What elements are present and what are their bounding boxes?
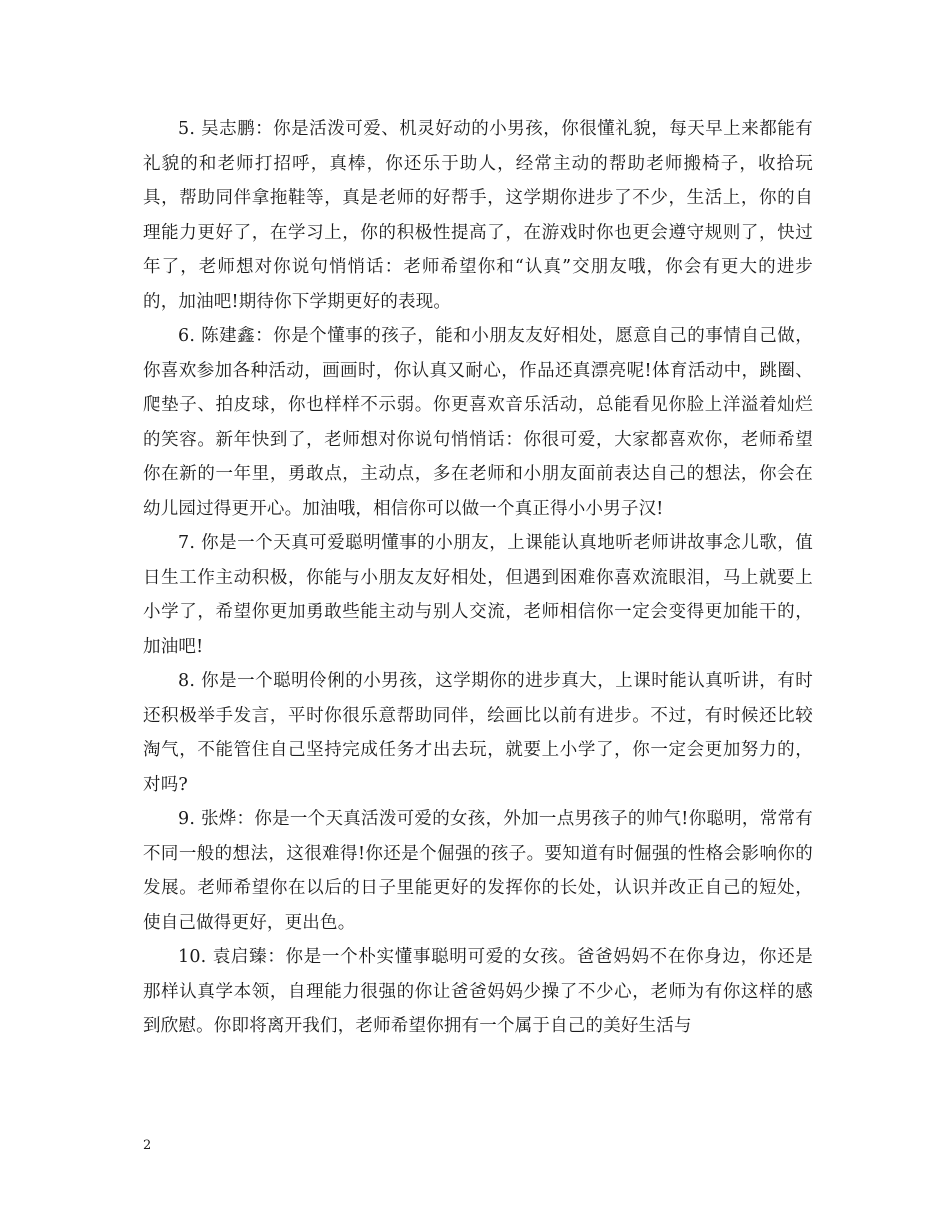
paragraph-item-5: 5. 吴志鹏：你是活泼可爱、机灵好动的小男孩，你很懂礼貌，每天早上来都能有礼貌的和老师打招呼，真棒，你还乐于助人，经常主动的帮助老师搬椅子，收拾玩具，帮助同伴拿拖鞋等，真是老师的好帮手，这学期你进步了不少，生活上，你的自理能力更好了，在学习上，你的积极性提高了，在游戏时你也更会遵守规则了，快过年了，老师想对你说句悄悄话：老师希望你和“认真”交朋友哦，你会有更大的进步的，加油吧!期待你下学期更好的表现。 — [143, 119, 813, 312]
paragraph-item-8: 8. 你是一个聪明伶俐的小男孩，这学期你的进步真大，上课时能认真听讲，有时还积极举手发言，平时你很乐意帮助同伴，绘画比以前有进步。不过，有时候还比较淘气，不能管住自己坚持完成任务才出去玩，就要上小学了，你一定会更加努力的，对吗? — [143, 671, 813, 795]
paragraph-item-9: 9. 张烨：你是一个天真活泼可爱的女孩，外加一点男孩子的帅气!你聪明，常常有不同一般的想法，这很难得!你还是个倔强的孩子。要知道有时倔强的性格会影响你的发展。老师希望你在以后的日子里能更好的发挥你的长处，认识并改正自己的短处，使自己做得更好，更出色。 — [143, 809, 813, 933]
paragraph-item-7: 7. 你是一个天真可爱聪明懂事的小朋友，上课能认真地听老师讲故事念儿歌，值日生工作主动积极，你能与小朋友友好相处，但遇到困难你喜欢流眼泪，马上就要上小学了，希望你更加勇敢些能主动与别人交流，老师相信你一定会变得更加能干的，加油吧! — [143, 533, 813, 657]
page-number: 2 — [143, 1138, 152, 1153]
paragraph-item-10: 10. 袁启臻：你是一个朴实懂事聪明可爱的女孩。爸爸妈妈不在你身边，你还是那样认真学本领，自理能力很强的你让爸爸妈妈少操了不少心，老师为有你这样的感到欣慰。你即将离开我们，老师希望你拥有一个属于自己的美好生活与 — [143, 947, 813, 1036]
document-body — [143, 112, 813, 1044]
paragraph-item-6: 6. 陈建鑫：你是个懂事的孩子，能和小朋友友好相处，愿意自己的事情自己做，你喜欢参加各种活动，画画时，你认真又耐心，作品还真漂亮呢!体育活动中，跳圈、爬垫子、拍皮球，你也样样不示弱。你更喜欢音乐活动，总能看见你脸上洋溢着灿烂的笑容。新年快到了，老师想对你说句悄悄话：你很可爱，大家都喜欢你，老师希望你在新的一年里，勇敢点，主动点，多在老师和小朋友面前表达自己的想法，你会在幼儿园过得更开心。加油哦，相信你可以做一个真正得小小男子汉! — [143, 326, 813, 519]
